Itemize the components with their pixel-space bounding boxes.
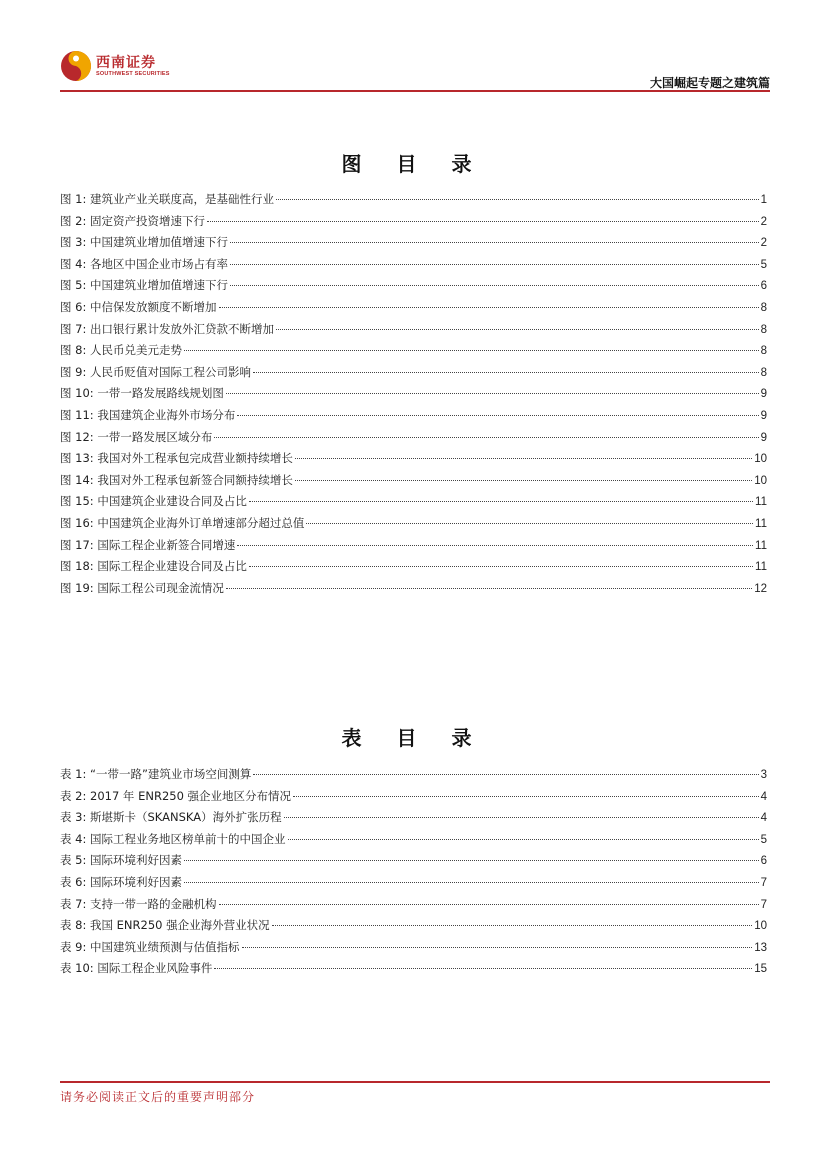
toc-entry-label: 图 13: 我国对外工程承包完成营业额持续增长	[60, 451, 293, 466]
toc-leader-dots	[276, 199, 759, 200]
toc-entry-label: 图 5: 中国建筑业增加值增速下行	[60, 278, 229, 293]
toc-entry[interactable]	[60, 256, 767, 278]
toc-leader-dots	[230, 242, 759, 243]
toc-leader-dots	[226, 393, 759, 394]
company-logo	[60, 50, 170, 82]
toc-entry[interactable]	[60, 558, 767, 580]
toc-entry-page: 9	[760, 409, 767, 422]
figures-toc-list	[60, 191, 767, 601]
toc-entry-label: 图 8: 人民币兑美元走势	[60, 343, 183, 358]
toc-entry[interactable]	[60, 896, 767, 918]
toc-entry-page: 9	[760, 388, 767, 401]
toc-entry[interactable]	[60, 191, 767, 213]
toc-entry-label: 图 7: 出口银行累计发放外汇贷款不断增加	[60, 321, 275, 336]
toc-entry-page: 1	[760, 194, 767, 206]
toc-entry-page: 4	[760, 790, 767, 803]
toc-entry-page: 11	[755, 496, 767, 509]
toc-entry-label: 图 3: 中国建筑业增加值增速下行	[60, 235, 229, 250]
toc-entry[interactable]	[60, 960, 767, 982]
toc-entry-page: 5	[760, 833, 767, 846]
toc-entry-label: 图 12: 一带一路发展区域分布	[60, 429, 213, 444]
toc-entry-page: 4	[760, 812, 767, 825]
toc-entry[interactable]	[60, 515, 767, 537]
toc-leader-dots	[207, 221, 759, 222]
toc-entry[interactable]	[60, 809, 767, 831]
toc-entry[interactable]	[60, 385, 767, 407]
toc-entry-page: 15	[754, 963, 767, 976]
toc-leader-dots	[249, 501, 753, 502]
toc-entry-label: 表 3: 斯堪斯卡（SKANSKA）海外扩张历程	[60, 810, 282, 825]
toc-leader-dots	[306, 523, 753, 524]
logo-emblem-icon	[60, 50, 92, 82]
toc-entry-page: 2	[760, 237, 767, 250]
toc-entry-label: 图 1: 建筑业产业关联度高，是基础性行业	[60, 192, 275, 206]
toc-entry-label: 图 6: 中信保发放额度不断增加	[60, 299, 217, 314]
toc-entry[interactable]	[60, 277, 767, 299]
toc-entry-page: 10	[754, 474, 767, 487]
toc-leader-dots	[284, 817, 759, 818]
toc-entry-page: 7	[760, 876, 767, 889]
toc-entry[interactable]	[60, 939, 767, 961]
toc-leader-dots	[295, 480, 752, 481]
toc-entry-page: 3	[760, 769, 767, 781]
footer-divider	[60, 1081, 770, 1083]
toc-leader-dots	[219, 307, 759, 308]
toc-entry-page: 10	[754, 920, 767, 933]
toc-leader-dots	[226, 588, 752, 589]
toc-entry[interactable]	[60, 831, 767, 853]
toc-leader-dots	[237, 545, 753, 546]
toc-entry-label: 图 2: 固定资产投资增速下行	[60, 213, 206, 228]
tables-toc-title: 表 目 录	[341, 726, 486, 750]
toc-entry-label: 表 1: “一带一路”建筑业市场空间测算	[60, 767, 252, 781]
toc-entry[interactable]	[60, 429, 767, 451]
toc-leader-dots	[230, 285, 759, 286]
logo-english-name: SOUTHWEST SECURITIES	[96, 70, 170, 77]
toc-leader-dots	[295, 458, 752, 459]
toc-leader-dots	[253, 372, 759, 373]
toc-entry-page: 6	[760, 280, 767, 293]
toc-leader-dots	[184, 860, 759, 861]
toc-entry[interactable]	[60, 450, 767, 472]
toc-entry-label: 图 9: 人民币贬值对国际工程公司影响	[60, 364, 252, 379]
toc-leader-dots	[184, 882, 759, 883]
toc-entry-label: 图 15: 中国建筑企业建设合同及占比	[60, 494, 247, 509]
toc-entry-page: 11	[755, 539, 767, 552]
toc-entry[interactable]	[60, 299, 767, 321]
toc-leader-dots	[276, 329, 759, 330]
toc-entry-page: 10	[754, 453, 767, 466]
header-divider	[60, 90, 770, 92]
toc-entry-label: 表 9: 中国建筑业绩预测与估值指标	[60, 939, 240, 954]
toc-leader-dots	[184, 350, 759, 351]
toc-entry[interactable]	[60, 788, 767, 810]
toc-entry[interactable]	[60, 407, 767, 429]
toc-leader-dots	[253, 774, 758, 775]
toc-entry-page: 8	[760, 366, 767, 379]
toc-entry-page: 2	[760, 215, 767, 228]
toc-entry[interactable]	[60, 213, 767, 235]
toc-entry[interactable]	[60, 852, 767, 874]
logo-chinese-name: 西南证券	[96, 54, 156, 71]
toc-entry-label: 图 11: 我国建筑企业海外市场分布	[60, 407, 236, 422]
toc-entry-page: 9	[760, 431, 767, 444]
toc-entry[interactable]	[60, 917, 767, 939]
toc-entry-page: 8	[760, 301, 767, 314]
toc-entry-label: 图 16: 中国建筑企业海外订单增速部分超过总值	[60, 515, 305, 530]
tables-toc-list	[60, 766, 767, 982]
toc-entry-page: 11	[755, 561, 767, 574]
toc-leader-dots	[288, 839, 759, 840]
toc-entry-label: 表 10: 国际工程企业风险事件	[60, 961, 213, 976]
toc-entry-label: 表 5: 国际环境利好因素	[60, 853, 183, 868]
page-header	[60, 46, 770, 92]
toc-entry[interactable]	[60, 364, 767, 386]
toc-entry-label: 图 19: 国际工程公司现金流情况	[60, 580, 224, 595]
toc-entry-label: 图 10: 一带一路发展路线规划图	[60, 386, 224, 401]
toc-entry[interactable]	[60, 766, 767, 788]
toc-entry[interactable]	[60, 580, 767, 602]
toc-entry[interactable]	[60, 874, 767, 896]
toc-leader-dots	[272, 925, 753, 926]
disclaimer-notice: 请务必阅读正文后的重要声明部分	[60, 1090, 256, 1104]
toc-leader-dots	[242, 947, 753, 948]
toc-leader-dots	[293, 796, 759, 797]
toc-entry-label: 表 2: 2017 年 ENR250 强企业地区分布情况	[60, 788, 292, 803]
toc-entry-page: 8	[760, 345, 767, 358]
toc-entry-page: 7	[760, 898, 767, 911]
toc-entry[interactable]	[60, 493, 767, 515]
toc-entry-page: 13	[754, 941, 767, 954]
toc-entry-label: 图 18: 国际工程企业建设合同及占比	[60, 559, 247, 574]
toc-entry-label: 表 4: 国际工程业务地区榜单前十的中国企业	[60, 831, 286, 846]
toc-entry-page: 5	[760, 258, 767, 271]
toc-entry-page: 11	[755, 517, 767, 530]
report-title: 大国崛起专题之建筑篇	[649, 76, 770, 90]
toc-entry-label: 图 17: 国际工程企业新签合同增速	[60, 537, 236, 552]
toc-entry-label: 表 6: 国际环境利好因素	[60, 874, 183, 889]
toc-entry[interactable]	[60, 342, 767, 364]
toc-entry[interactable]	[60, 472, 767, 494]
toc-leader-dots	[219, 904, 759, 905]
toc-entry-page: 6	[760, 855, 767, 868]
toc-entry-page: 8	[760, 323, 767, 336]
figures-toc-title: 图 目 录	[341, 152, 486, 176]
toc-leader-dots	[230, 264, 759, 265]
toc-entry-label: 图 4: 各地区中国企业市场占有率	[60, 256, 229, 271]
toc-leader-dots	[237, 415, 758, 416]
toc-leader-dots	[214, 968, 752, 969]
toc-entry-page: 12	[754, 582, 767, 595]
toc-entry[interactable]	[60, 234, 767, 256]
toc-entry-label: 图 14: 我国对外工程承包新签合同额持续增长	[60, 472, 293, 487]
toc-entry-label: 表 7: 支持一带一路的金融机构	[60, 896, 217, 911]
toc-entry-label: 表 8: 我国 ENR250 强企业海外营业状况	[60, 918, 270, 933]
toc-leader-dots	[214, 437, 758, 438]
toc-entry[interactable]	[60, 537, 767, 559]
toc-leader-dots	[249, 566, 753, 567]
toc-entry[interactable]	[60, 321, 767, 343]
